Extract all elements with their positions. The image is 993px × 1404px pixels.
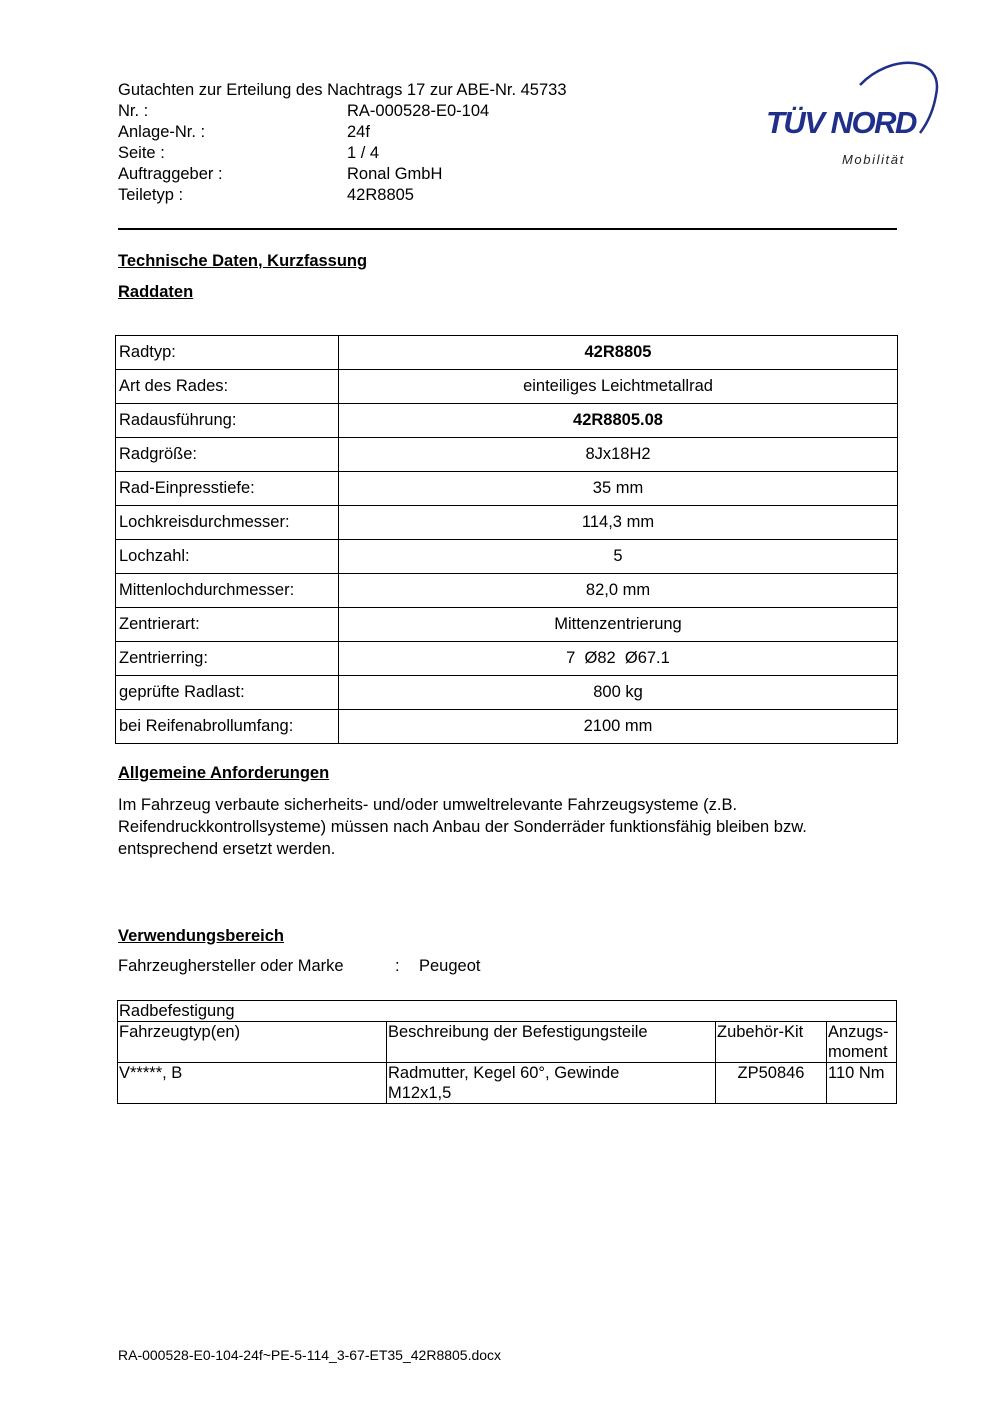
cell-kit: ZP50846 — [716, 1063, 827, 1104]
table-row — [116, 642, 898, 676]
wheel-value: 8Jx18H2 — [339, 438, 898, 472]
wheel-value: 42R8805.08 — [339, 404, 898, 438]
document-header — [118, 80, 638, 206]
maker-label: Fahrzeughersteller oder Marke — [118, 957, 344, 975]
maker-separator: : — [395, 957, 400, 975]
mounting-table — [117, 1000, 897, 1104]
header-row-nr — [118, 101, 638, 122]
document-title: Gutachten zur Erteilung des Nachtrags 17 zur ABE-Nr. 45733 — [118, 81, 567, 99]
header-value: Ronal GmbH — [347, 165, 443, 183]
wheel-value: 114,3 mm — [339, 506, 898, 540]
wheel-label: Lochkreisdurchmesser: — [116, 506, 339, 540]
requirements-paragraph: Im Fahrzeug verbaute sicherheits- und/oder umweltrelevante Fahrzeugsysteme (z.B. Reifendruckkontrollsysteme) müssen nach Anbau der Sonderräder funktionsfähig bleiben bzw. entsprechend ersetzt werden. — [118, 796, 807, 858]
header-value: 1 / 4 — [347, 144, 380, 162]
wheel-label: geprüfte Radlast: — [116, 676, 339, 710]
table-header-row — [118, 1022, 897, 1063]
table-row — [116, 336, 898, 370]
header-row-auftraggeber — [118, 164, 638, 185]
wheel-label: Lochzahl: — [116, 540, 339, 574]
header-row-teiletyp — [118, 185, 638, 206]
wheel-label: Radgröße: — [116, 438, 339, 472]
table-row — [116, 710, 898, 744]
column-header: Beschreibung der Befestigungsteile — [387, 1022, 716, 1063]
logo-subtitle: Mobilität — [842, 152, 905, 167]
table-row — [116, 472, 898, 506]
column-header: Anzugs- moment — [827, 1022, 897, 1063]
section-heading-verwendung: Verwendungsbereich — [118, 927, 284, 945]
wheel-value: 5 — [339, 540, 898, 574]
mounting-caption: Radbefestigung — [118, 1001, 897, 1022]
table-row — [116, 370, 898, 404]
wheel-label: Radausführung: — [116, 404, 339, 438]
table-row — [116, 574, 898, 608]
wheel-data-table — [115, 335, 898, 744]
wheel-value: 82,0 mm — [339, 574, 898, 608]
table-row — [116, 404, 898, 438]
wheel-value: 35 mm — [339, 472, 898, 506]
header-value: 42R8805 — [347, 186, 414, 204]
table-row — [116, 540, 898, 574]
cell-torque: 110 Nm — [827, 1063, 897, 1104]
table-row — [116, 506, 898, 540]
section-heading-tech: Technische Daten, Kurzfassung — [118, 252, 368, 270]
footer-filename: RA-000528-E0-104-24f~PE-5-114_3-67-ET35_42R8805.docx — [118, 1347, 502, 1363]
header-divider — [118, 228, 897, 230]
wheel-label: Rad-Einpresstiefe: — [116, 472, 339, 506]
header-row-seite — [118, 143, 638, 164]
wheel-value: Mittenzentrierung — [339, 608, 898, 642]
cell-description: Radmutter, Kegel 60°, Gewinde M12x1,5 — [387, 1063, 716, 1104]
wheel-label: Mittenlochdurchmesser: — [116, 574, 339, 608]
wheel-value: 7 Ø82 Ø67.1 — [339, 642, 898, 676]
section-heading-allgemein: Allgemeine Anforderungen — [118, 764, 330, 782]
tuv-nord-logo — [760, 55, 945, 175]
header-label: Anlage-Nr. : — [118, 123, 206, 141]
table-row — [118, 1063, 897, 1104]
logo-brand: TÜV NORD — [766, 105, 916, 140]
header-row-anlage — [118, 122, 638, 143]
column-header: Fahrzeugtyp(en) — [118, 1022, 387, 1063]
wheel-label: Zentrierart: — [116, 608, 339, 642]
wheel-value: einteiliges Leichtmetallrad — [339, 370, 898, 404]
wheel-value: 800 kg — [339, 676, 898, 710]
wheel-label: Art des Rades: — [116, 370, 339, 404]
wheel-label: bei Reifenabrollumfang: — [116, 710, 339, 744]
column-header: Zubehör-Kit — [716, 1022, 827, 1063]
header-value: RA-000528-E0-104 — [347, 102, 490, 120]
cell-vehicle-type: V*****, B — [118, 1063, 387, 1104]
vehicle-maker-line — [118, 957, 480, 976]
table-row — [116, 608, 898, 642]
table-row — [118, 1001, 897, 1022]
header-label: Auftraggeber : — [118, 165, 223, 183]
section-heading-raddaten: Raddaten — [118, 283, 194, 301]
table-row — [116, 438, 898, 472]
wheel-value: 42R8805 — [339, 336, 898, 370]
maker-value: Peugeot — [419, 957, 481, 975]
header-label: Nr. : — [118, 102, 149, 120]
wheel-value: 2100 mm — [339, 710, 898, 744]
header-value: 24f — [347, 123, 370, 141]
wheel-label: Zentrierring: — [116, 642, 339, 676]
header-label: Seite : — [118, 144, 165, 162]
table-row — [116, 676, 898, 710]
wheel-label: Radtyp: — [116, 336, 339, 370]
header-label: Teiletyp : — [118, 186, 184, 204]
